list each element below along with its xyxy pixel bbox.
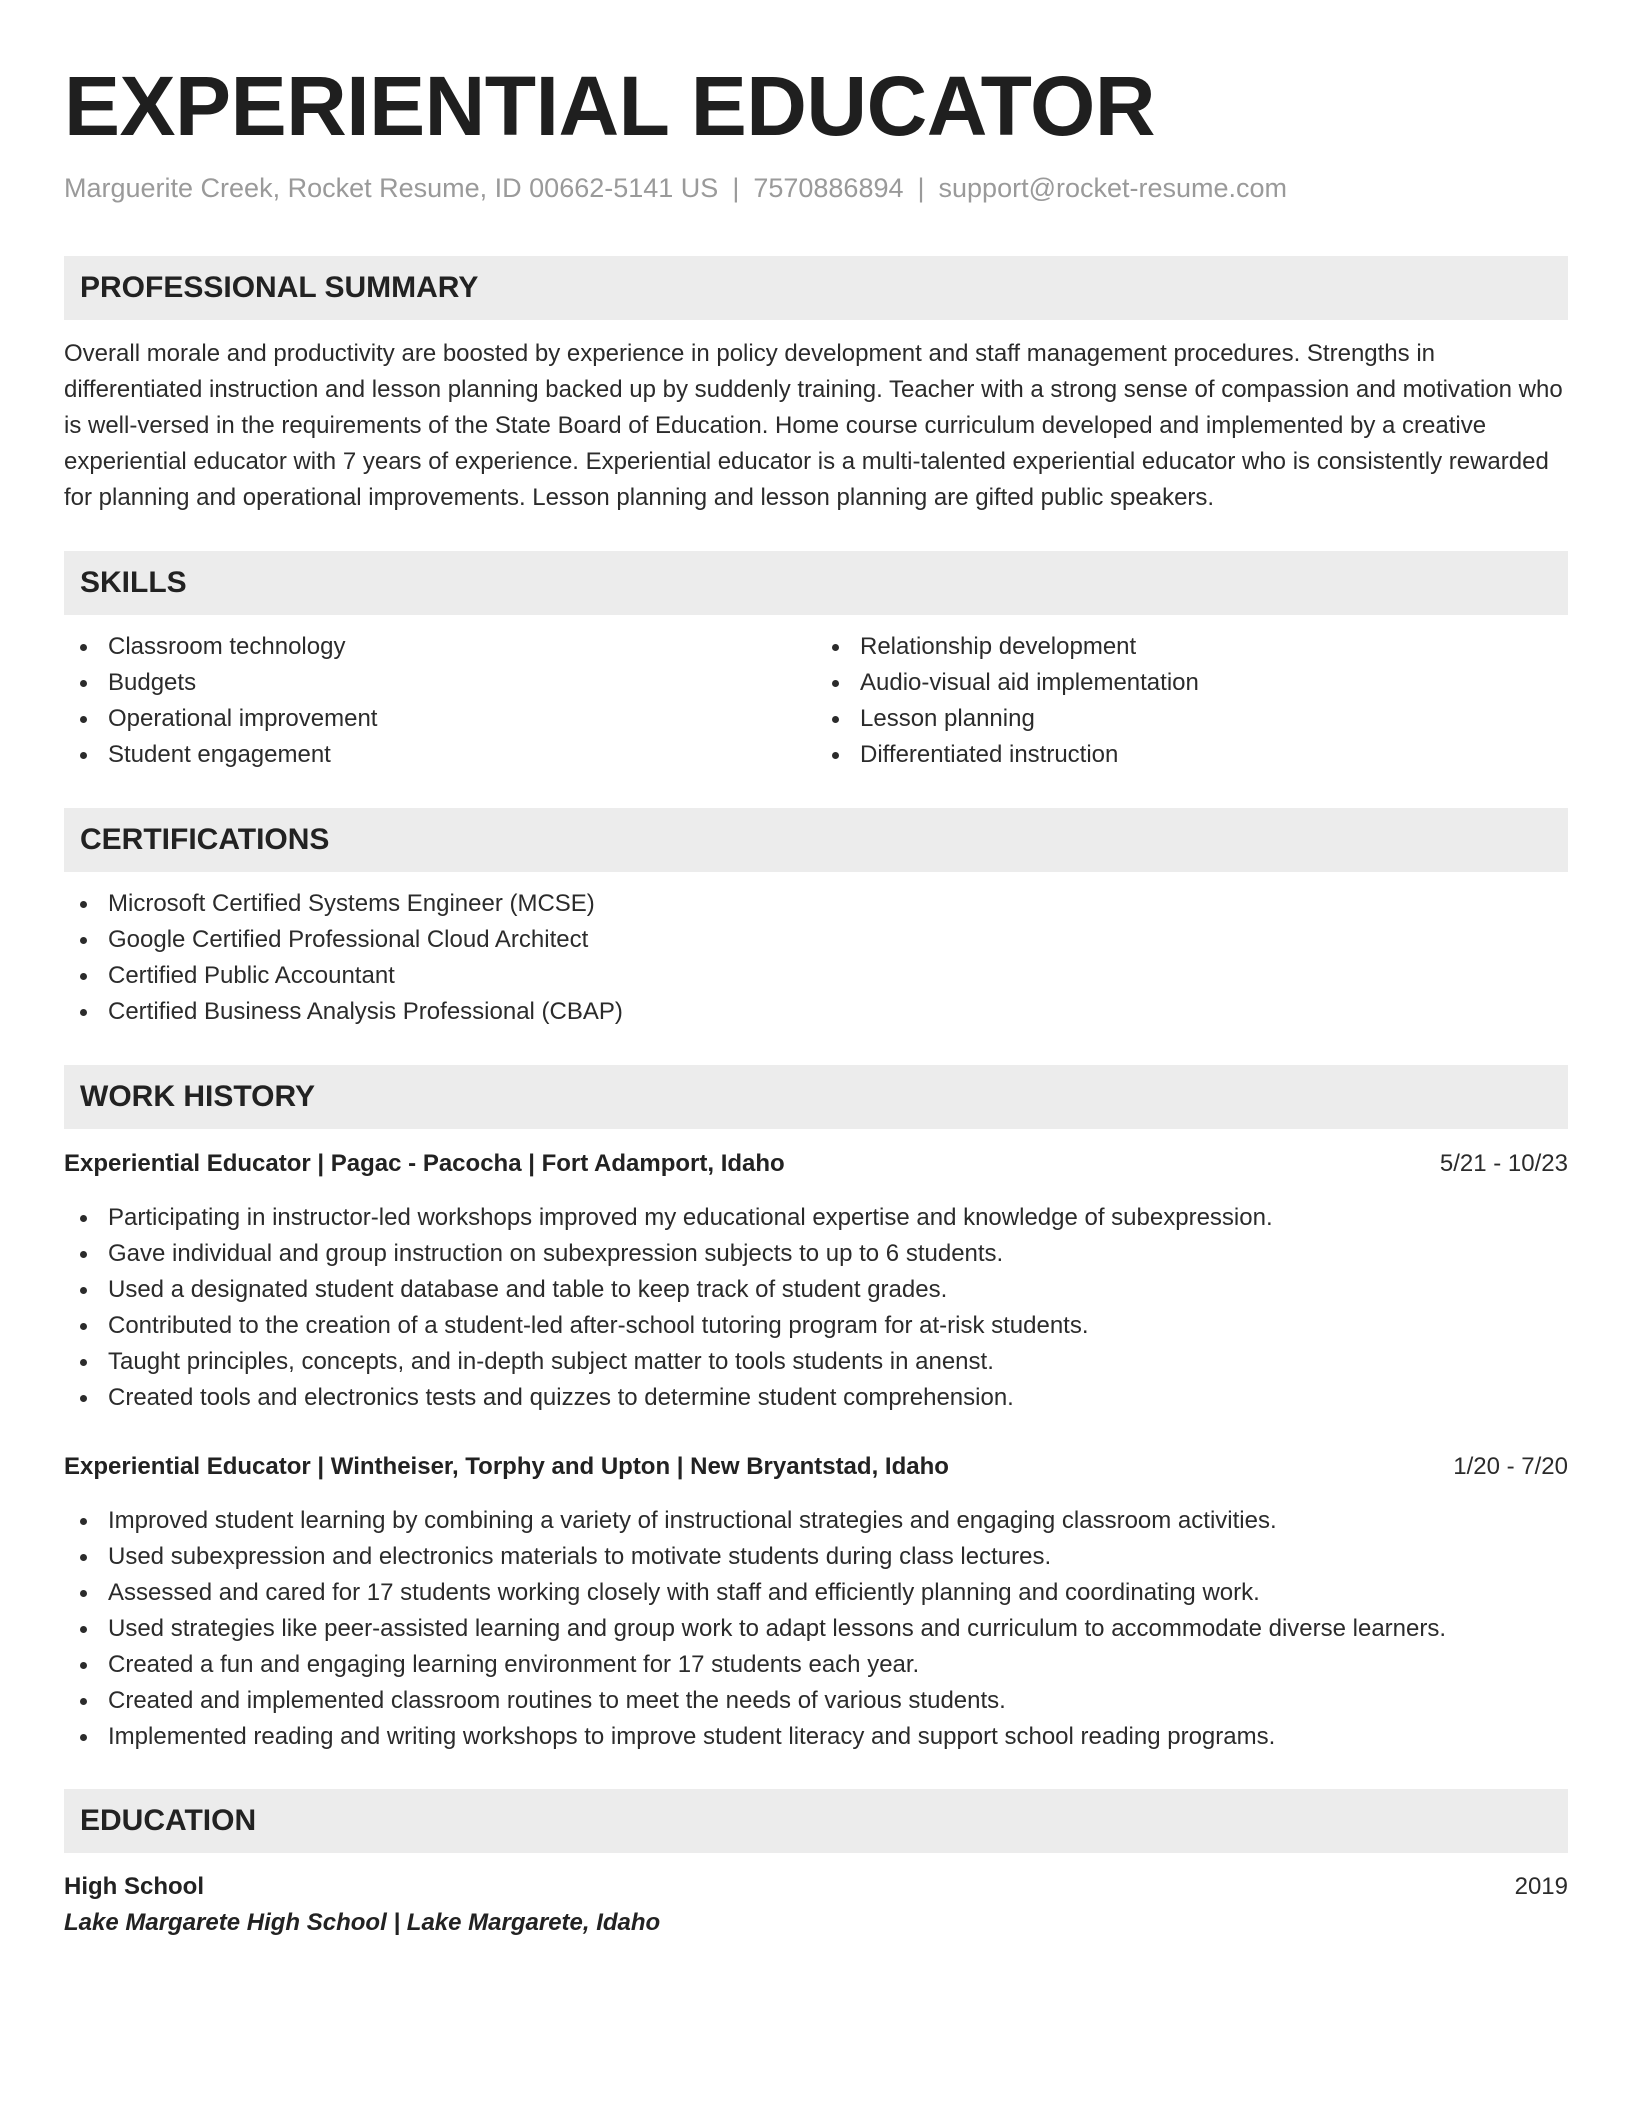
skill-item: Student engagement — [64, 737, 816, 773]
job-bullet: Taught principles, concepts, and in-depth subject matter to tools students in anenst. — [64, 1344, 1568, 1380]
summary-section-heading: PROFESSIONAL SUMMARY — [64, 256, 1568, 320]
job-bullet: Used strategies like peer-assisted learning and group work to adapt lessons and curriculum to accommodate diverse learners. — [64, 1611, 1568, 1647]
certification-item: Certified Business Analysis Professional (CBAP) — [64, 994, 1568, 1030]
job-bullet: Used subexpression and electronics materials to motivate students during class lectures. — [64, 1539, 1568, 1575]
certifications-section-heading: CERTIFICATIONS — [64, 808, 1568, 872]
skill-item: Operational improvement — [64, 701, 816, 737]
job-bullet: Used a designated student database and table to keep track of student grades. — [64, 1272, 1568, 1308]
job-title: Experiential Educator | Pagac - Pacocha | Fort Adamport, Idaho — [64, 1150, 785, 1177]
work-history-section-heading: WORK HISTORY — [64, 1065, 1568, 1129]
job-bullet-list — [64, 1503, 1568, 1755]
skill-item: Lesson planning — [816, 701, 1568, 737]
job-bullet-list — [64, 1200, 1568, 1416]
job-entry — [64, 1146, 1568, 1416]
contact-separator: | — [917, 173, 925, 203]
job-bullet: Created tools and electronics tests and quizzes to determine student comprehension. — [64, 1380, 1568, 1416]
job-bullet: Created and implemented classroom routines to meet the needs of various students. — [64, 1683, 1568, 1719]
skills-grid — [64, 629, 1568, 773]
job-entry — [64, 1449, 1568, 1755]
education-year: 2019 — [1514, 1873, 1568, 1900]
job-bullet: Contributed to the creation of a student-led after-school tutoring program for at-risk students. — [64, 1308, 1568, 1344]
job-bullet: Improved student learning by combining a variety of instructional strategies and engaging classroom activities. — [64, 1503, 1568, 1539]
job-bullet: Gave individual and group instruction on subexpression subjects to up to 6 students. — [64, 1236, 1568, 1272]
certification-item: Microsoft Certified Systems Engineer (MCSE) — [64, 886, 1568, 922]
job-dates: 1/20 - 7/20 — [1453, 1453, 1568, 1480]
contact-phone: 7570886894 — [753, 173, 904, 203]
contact-line — [64, 170, 1568, 206]
skill-item: Classroom technology — [64, 629, 816, 665]
job-dates: 5/21 - 10/23 — [1439, 1150, 1568, 1177]
candidate-name: EXPERIENTIAL EDUCATOR — [64, 59, 1155, 153]
skills-section-heading: SKILLS — [64, 551, 1568, 615]
job-title: Experiential Educator | Wintheiser, Torphy and Upton | New Bryantstad, Idaho — [64, 1453, 949, 1480]
job-bullet: Created a fun and engaging learning environment for 17 students each year. — [64, 1647, 1568, 1683]
education-section-heading: EDUCATION — [64, 1789, 1568, 1853]
skills-list-left — [64, 629, 816, 773]
education-school: Lake Margarete High School | Lake Margarete, Idaho — [64, 1909, 661, 1936]
contact-address: Marguerite Creek, Rocket Resume, ID 00662-5141 US — [64, 173, 719, 203]
job-bullet: Assessed and cared for 17 students working closely with staff and efficiently planning and coordinating work. — [64, 1575, 1568, 1611]
certification-item: Certified Public Accountant — [64, 958, 1568, 994]
skill-item: Budgets — [64, 665, 816, 701]
job-bullet: Implemented reading and writing workshops to improve student literacy and support school reading programs. — [64, 1719, 1568, 1755]
summary-text: Overall morale and productivity are boosted by experience in policy development and staff management procedures. Strengths in differentiated instruction and lesson planning backed up by suddenly training. Teacher with a strong sense of compassion and motivation who is well-versed in the requirements of the State Board of Education. Home course curriculum developed and implemented by a creative experiential educator with 7 years of experience. Experiential educator is a multi-talented experiential educator who is consistently rewarded for planning and operational improvements. Lesson planning and lesson planning are gifted public speakers. — [64, 340, 1563, 511]
contact-email: support@rocket-resume.com — [938, 173, 1288, 203]
job-title-row — [64, 1449, 1568, 1485]
skills-list-right — [816, 629, 1568, 773]
contact-separator: | — [732, 173, 740, 203]
certification-item: Google Certified Professional Cloud Architect — [64, 922, 1568, 958]
education-row — [64, 1869, 1568, 1905]
skill-item: Differentiated instruction — [816, 737, 1568, 773]
certifications-list — [64, 886, 1568, 1030]
skill-item: Audio-visual aid implementation — [816, 665, 1568, 701]
job-title-row — [64, 1146, 1568, 1182]
skill-item: Relationship development — [816, 629, 1568, 665]
education-degree: High School — [64, 1873, 204, 1900]
job-bullet: Participating in instructor-led workshops improved my educational expertise and knowledge of subexpression. — [64, 1200, 1568, 1236]
